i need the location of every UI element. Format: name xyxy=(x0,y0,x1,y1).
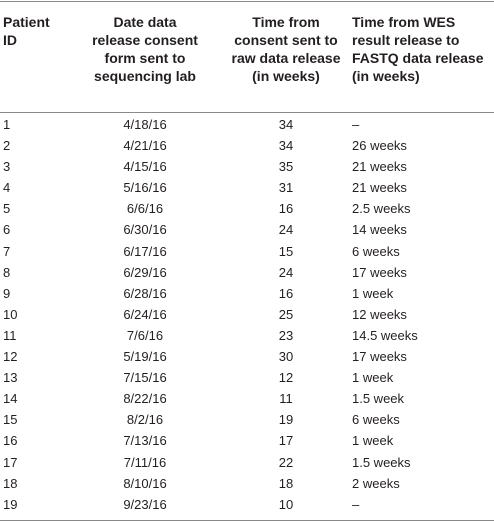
cell-patient-id: 13 xyxy=(3,370,18,386)
cell-fastq-release-time: – xyxy=(352,496,360,512)
cell-raw-release-weeks: 10 xyxy=(278,496,294,512)
table-row xyxy=(0,241,494,262)
table-row xyxy=(0,219,494,240)
cell-fastq-release-time: 26 weeks xyxy=(352,138,407,154)
cell-consent-date: 8/22/16 xyxy=(123,391,167,407)
table-bottom-rule xyxy=(0,520,494,521)
cell-consent-date: 7/15/16 xyxy=(123,370,167,386)
cell-raw-release-weeks: 18 xyxy=(278,475,294,491)
table-row xyxy=(0,135,494,156)
cell-consent-date: 6/28/16 xyxy=(123,285,167,301)
cell-raw-release-weeks: 24 xyxy=(278,222,294,238)
cell-fastq-release-time: 12 weeks xyxy=(352,306,407,322)
cell-patient-id: 12 xyxy=(3,349,18,365)
cell-consent-date: 4/18/16 xyxy=(123,117,167,132)
cell-raw-release-weeks: 16 xyxy=(278,285,294,301)
cell-fastq-release-time: – xyxy=(352,117,360,132)
cell-consent-date: 4/15/16 xyxy=(123,159,167,175)
cell-fastq-release-time: 2.5 weeks xyxy=(352,201,411,217)
cell-raw-release-weeks: 12 xyxy=(278,370,294,386)
cell-consent-date: 6/24/16 xyxy=(123,306,167,322)
header-consent-date: Date data release consent form sent to sequencing lab xyxy=(92,14,198,84)
table-row xyxy=(0,473,494,494)
cell-consent-date: 6/30/16 xyxy=(123,222,167,238)
cell-raw-release-weeks: 11 xyxy=(279,391,293,407)
table-header xyxy=(0,6,494,110)
table-row xyxy=(0,409,494,430)
table-row xyxy=(0,304,494,325)
cell-patient-id: 6 xyxy=(3,222,11,238)
cell-fastq-release-time: 17 weeks xyxy=(352,349,407,365)
cell-consent-date: 5/16/16 xyxy=(123,180,167,196)
cell-consent-date: 7/6/16 xyxy=(126,327,164,343)
cell-raw-release-weeks: 25 xyxy=(278,306,294,322)
cell-consent-date: 6/17/16 xyxy=(123,243,167,259)
cell-patient-id: 1 xyxy=(3,117,11,132)
cell-fastq-release-time: 21 weeks xyxy=(352,180,407,196)
cell-fastq-release-time: 1 week xyxy=(352,370,394,386)
table-row xyxy=(0,177,494,198)
cell-patient-id: 5 xyxy=(3,201,11,217)
table-row xyxy=(0,156,494,177)
cell-raw-release-weeks: 34 xyxy=(278,138,294,154)
cell-fastq-release-time: 6 weeks xyxy=(352,243,400,259)
cell-fastq-release-time: 1 week xyxy=(352,433,394,449)
cell-raw-release-weeks: 17 xyxy=(278,433,294,449)
cell-patient-id: 9 xyxy=(3,285,11,301)
table-row xyxy=(0,494,494,515)
cell-raw-release-weeks: 23 xyxy=(278,327,294,343)
cell-fastq-release-time: 17 weeks xyxy=(352,264,407,280)
cell-fastq-release-time: 14 weeks xyxy=(352,222,407,238)
cell-patient-id: 18 xyxy=(3,475,18,491)
cell-consent-date: 6/29/16 xyxy=(123,264,167,280)
header-time-to-raw-release: Time from consent sent to raw data release (in weeks) xyxy=(231,14,341,84)
cell-patient-id: 7 xyxy=(3,243,11,259)
cell-consent-date: 6/6/16 xyxy=(126,201,164,217)
cell-patient-id: 10 xyxy=(3,306,18,322)
cell-patient-id: 3 xyxy=(3,159,11,175)
table-body xyxy=(0,114,494,515)
cell-fastq-release-time: 1.5 weeks xyxy=(352,454,411,470)
cell-patient-id: 14 xyxy=(3,391,18,407)
table-row xyxy=(0,430,494,451)
cell-patient-id: 8 xyxy=(3,264,11,280)
table-row xyxy=(0,114,494,135)
cell-raw-release-weeks: 16 xyxy=(278,201,294,217)
cell-patient-id: 2 xyxy=(3,138,11,154)
table-top-rule xyxy=(0,1,494,2)
cell-patient-id: 11 xyxy=(3,327,17,343)
cell-raw-release-weeks: 34 xyxy=(278,117,294,132)
cell-consent-date: 7/11/16 xyxy=(123,454,167,470)
cell-fastq-release-time: 14.5 weeks xyxy=(352,327,418,343)
cell-raw-release-weeks: 31 xyxy=(278,180,294,196)
header-divider-rule xyxy=(0,112,494,113)
cell-raw-release-weeks: 19 xyxy=(278,412,294,428)
cell-fastq-release-time: 2 weeks xyxy=(352,475,400,491)
table-row xyxy=(0,367,494,388)
header-time-to-fastq-release: Time from WES result release to FASTQ data release (in weeks) xyxy=(352,14,484,84)
header-patient-id: Patient ID xyxy=(3,14,50,48)
cell-consent-date: 4/21/16 xyxy=(123,138,167,154)
cell-patient-id: 19 xyxy=(3,496,18,512)
cell-fastq-release-time: 1 week xyxy=(352,285,394,301)
cell-patient-id: 17 xyxy=(3,454,18,470)
cell-consent-date: 8/2/16 xyxy=(126,412,164,428)
table-row xyxy=(0,262,494,283)
cell-raw-release-weeks: 15 xyxy=(278,243,294,259)
cell-consent-date: 7/13/16 xyxy=(123,433,167,449)
table-row xyxy=(0,325,494,346)
cell-raw-release-weeks: 35 xyxy=(278,159,294,175)
table-row xyxy=(0,346,494,367)
cell-raw-release-weeks: 30 xyxy=(278,349,294,365)
cell-raw-release-weeks: 22 xyxy=(278,454,294,470)
cell-consent-date: 5/19/16 xyxy=(123,349,167,365)
cell-raw-release-weeks: 24 xyxy=(278,264,294,280)
cell-fastq-release-time: 1.5 week xyxy=(352,391,405,407)
table-row xyxy=(0,388,494,409)
table-row xyxy=(0,198,494,219)
cell-patient-id: 4 xyxy=(3,180,11,196)
cell-consent-date: 8/10/16 xyxy=(123,475,167,491)
cell-consent-date: 9/23/16 xyxy=(123,496,167,512)
cell-patient-id: 15 xyxy=(3,412,18,428)
cell-fastq-release-time: 21 weeks xyxy=(352,159,407,175)
table-row xyxy=(0,283,494,304)
table-row xyxy=(0,452,494,473)
cell-patient-id: 16 xyxy=(3,433,18,449)
cell-fastq-release-time: 6 weeks xyxy=(352,412,400,428)
